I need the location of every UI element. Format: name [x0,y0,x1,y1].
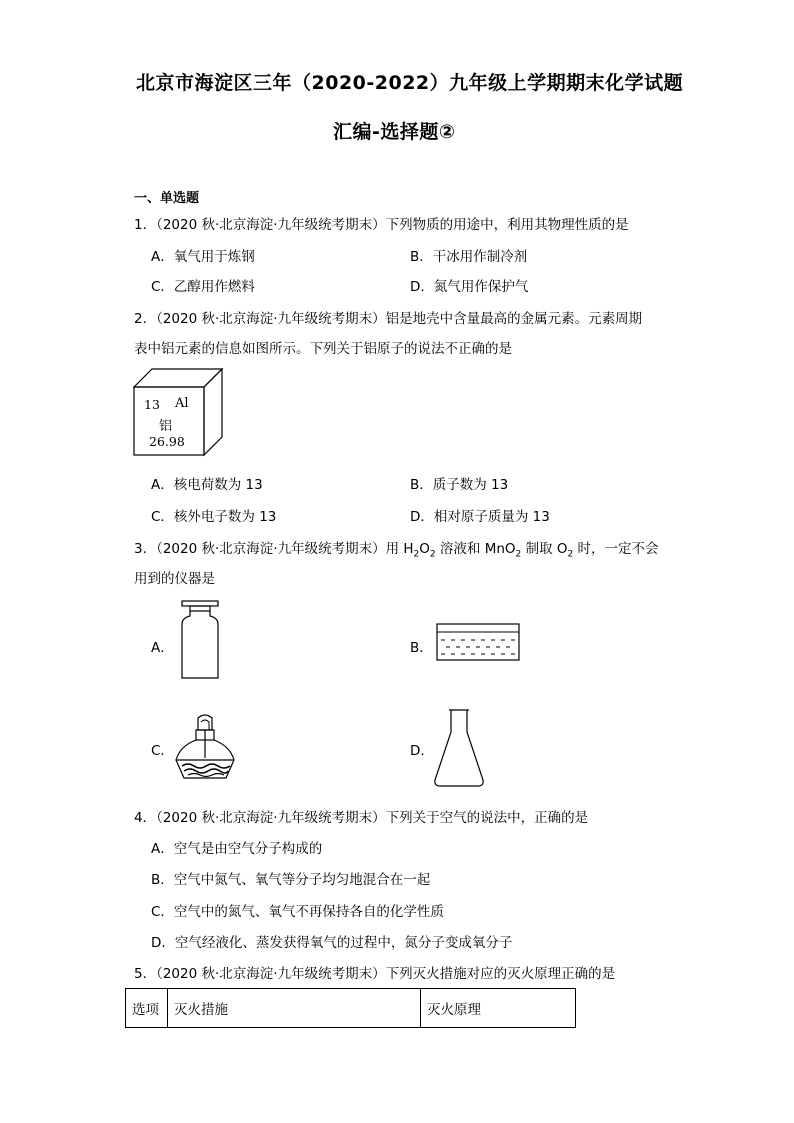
q2-option-d: D．相对原子质量为 13 [410,509,550,525]
table-header-principle: 灭火原理 [421,989,576,1028]
q2-option-c: C．核外电子数为 13 [151,509,277,525]
q3-stem-line1 [134,537,659,560]
table-row [126,989,576,1028]
q3-option-c-label: C． [151,743,174,759]
element-name: 铝 [159,419,173,434]
alcohol-lamp-icon [174,714,236,780]
reagent-bottle-icon [178,600,222,680]
table-header-measure: 灭火措施 [168,989,421,1028]
conical-flask-icon [432,708,486,788]
q1-stem: 1．（2020 秋·北京海淀·九年级统考期末）下列物质的用途中，利用其物理性质的是 [134,217,629,233]
q3-stem-line2: 用到的仪器是 [134,571,215,587]
element-atomic-mass: 26.98 [149,434,185,449]
table-header-option: 选项 [126,989,168,1028]
q3-option-a-label: A． [151,640,174,656]
q3-option-d-label: D． [410,743,434,759]
q5-stem: 5．（2020 秋·北京海淀·九年级统考期末）下列灭火措施对应的灭火原理正确的是 [134,966,616,982]
q3-sub1: 2 [413,549,420,560]
q3-stem-post: 时，一定不会 [573,541,659,557]
q4-option-b: B．空气中氮气、氧气等分子均匀地混合在一起 [151,872,431,888]
q3-mid1: O [419,541,430,557]
page-title-line1: 北京市海淀区三年（2020-2022）九年级上学期期末化学试题 [136,72,684,94]
q1-option-c: C．乙醇用作燃料 [151,279,255,295]
q1-option-b: B．干冰用作制冷剂 [410,249,528,265]
section-heading: 一、单选题 [134,191,200,206]
q4-stem: 4．（2020 秋·北京海淀·九年级统考期末）下列关于空气的说法中，正确的是 [134,810,589,826]
q3-mid2: 溶液和 MnO [435,541,516,557]
q3-mid3: 制取 O [521,541,568,557]
q4-option-a: A．空气是由空气分子构成的 [151,841,323,857]
q3-sub3: 2 [515,549,522,560]
q2-stem-line2: 表中铝元素的信息如图所示。下列关于铝原子的说法不正确的是 [134,341,512,357]
q1-option-a: A．氧气用于炼钢 [151,249,255,265]
q4-option-c: C．空气中的氮气、氧气不再保持各自的化学性质 [151,904,444,920]
water-trough-icon [436,622,520,662]
q2-option-a: A．核电荷数为 13 [151,477,263,493]
q3-sub4: 2 [567,549,574,560]
q1-option-d: D．氮气用作保护气 [410,279,529,295]
q4-option-d: D．空气经液化、蒸发获得氧气的过程中，氮分子变成氧分子 [151,935,513,951]
element-atomic-number: 13 [144,397,160,412]
page-title-line2: 汇编-选择题② [333,121,456,143]
q5-table [125,988,576,1028]
q3-option-b-label: B． [410,640,433,656]
q2-option-b: B．质子数为 13 [410,477,509,493]
element-symbol: Al [175,396,189,411]
q3-sub2: 2 [429,549,436,560]
q3-stem-pre: 3．（2020 秋·北京海淀·九年级统考期末）用 H [134,541,414,557]
q2-stem-line1: 2．（2020 秋·北京海淀·九年级统考期末）铝是地壳中含量最高的金属元素。元素周期 [134,311,643,327]
